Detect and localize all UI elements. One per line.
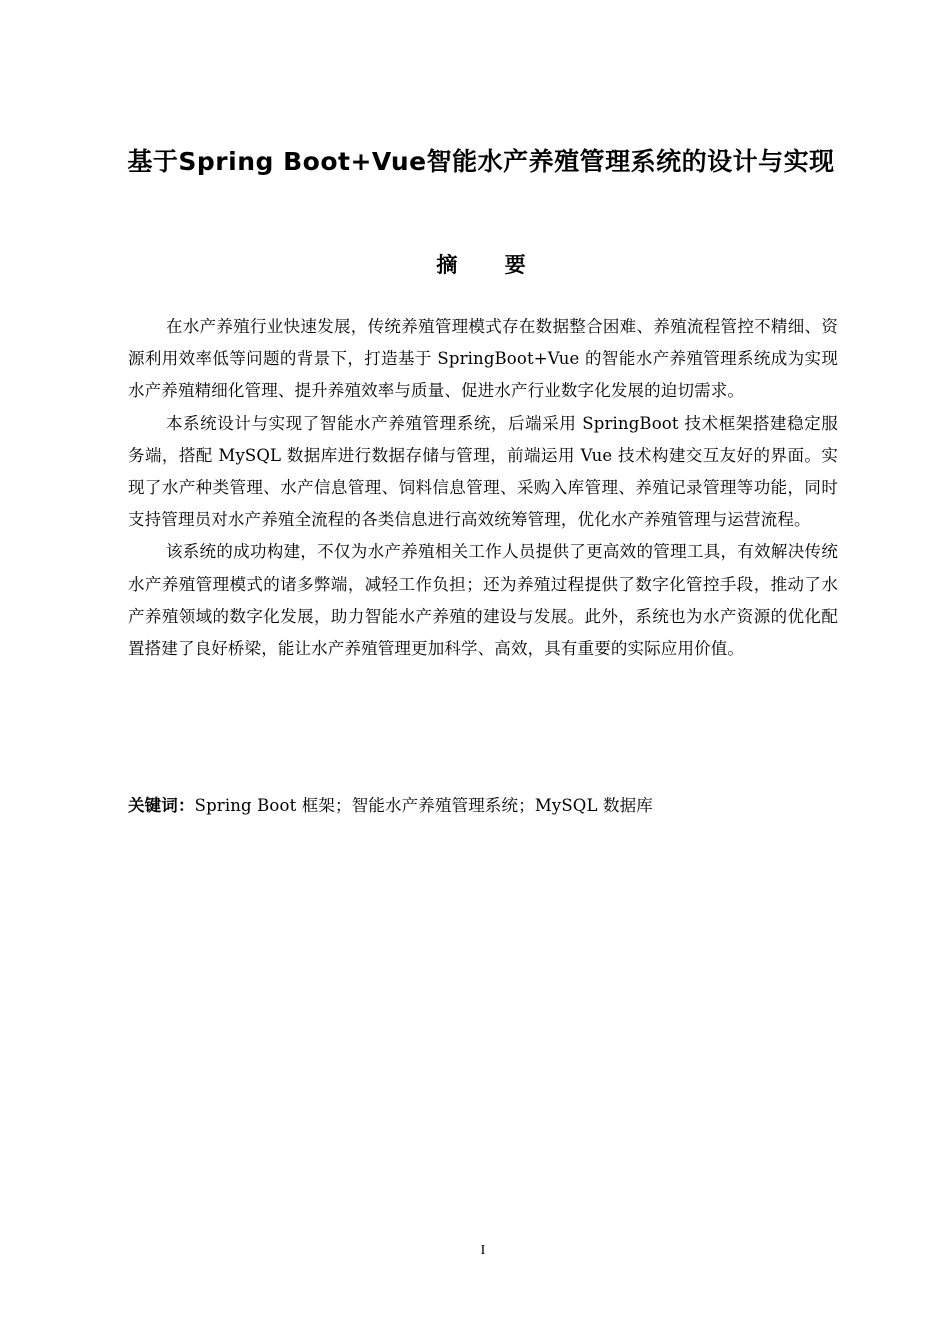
keywords-text: Spring Boot 框架；智能水产养殖管理系统；MySQL 数据库: [194, 796, 653, 815]
page-number: I: [480, 1243, 486, 1258]
keywords-line: [128, 790, 838, 822]
abstract-paragraph-3: 该系统的成功构建，不仅为水产养殖相关工作人员提供了更高效的管理工具，有效解决传统水产养殖管理模式的诸多弊端，减轻工作负担；还为养殖过程提供了数字化管控手段，推动了水产养殖领域的数字化发展，助力智能水产养殖的建设与发展。此外，系统也为水产资源的优化配置搭建了良好桥梁，能让水产养殖管理更加科学、高效，具有重要的实际应用价值。: [128, 542, 838, 659]
document-title: 基于Spring Boot+Vue智能水产养殖管理系统的设计与实现: [127, 147, 835, 176]
abstract-body: [128, 311, 838, 665]
abstract-heading: 摘 要: [436, 253, 546, 277]
keywords-label: 关键词：: [128, 796, 195, 815]
abstract-paragraph-1: 在水产养殖行业快速发展，传统养殖管理模式存在数据整合困难、养殖流程管控不精细、资源利用效率低等问题的背景下，打造基于 SpringBoot+Vue 的智能水产养殖管理系统成为实现水产养殖精细化管理、提升养殖效率与质量、促进水产行业数字化发展的迫切需求。: [128, 317, 838, 401]
abstract-paragraph-2: 本系统设计与实现了智能水产养殖管理系统，后端采用 SpringBoot 技术框架搭建稳定服务端，搭配 MySQL 数据库进行数据存储与管理，前端运用 Vue 技术构建交互友好的界面。实现了水产种类管理、水产信息管理、饲料信息管理、采购入库管理、养殖记录管理等功能，同时支持管理员对水产养殖全流程的各类信息进行高效统筹管理，优化水产养殖管理与运营流程。: [128, 413, 838, 530]
